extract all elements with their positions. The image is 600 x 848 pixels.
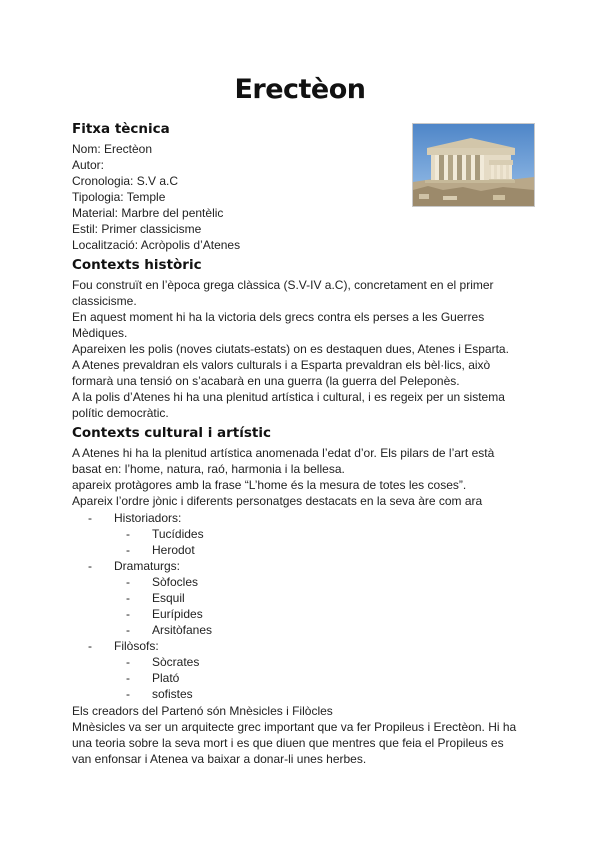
list-subitem [126, 670, 179, 686]
list-subitem-label: Herodot [152, 543, 195, 557]
list-dash: - [88, 639, 92, 653]
fitxa-line: Nom: Erectèon [72, 142, 153, 156]
heading-fitxa-tecnica: Fitxa tècnica [72, 121, 170, 137]
list-subitem [126, 654, 199, 670]
list-item-filosofs [88, 638, 159, 654]
cultural-after-line: una teoria sobre la seva mort i es que diuen que mentres que feia el Propileus es [72, 736, 504, 750]
cultural-after-line: Els creadors del Partenó són Mnèsicles i Filòcles [72, 704, 333, 718]
cultural-line: apareix protàgores amb la frase “L’home és la mesura de totes les coses”. [72, 478, 467, 492]
historic-line: A la polis d’Atenes hi ha una plenitud artística i cultural, i es regeix per un sistema [72, 390, 505, 404]
fitxa-line: Tipologia: Temple [72, 190, 166, 204]
historic-line: Mèdiques. [72, 326, 128, 340]
erechtheion-photo [412, 123, 535, 207]
list-subitem [126, 606, 203, 622]
cultural-after-line: Mnèsicles va ser un arquitecte grec important que va fer Propileus i Erectèon. Hi ha [72, 720, 517, 734]
list-dash: - [126, 591, 130, 605]
list-dash: - [126, 687, 130, 701]
historic-line: polític democràtic. [72, 406, 169, 420]
list-subitem-label: Plató [152, 671, 180, 685]
fitxa-line: Estil: Primer classicisme [72, 222, 202, 236]
list-subitem-label: Sòcrates [152, 655, 200, 669]
page-title: Erectèon [234, 74, 366, 105]
list-dash: - [126, 671, 130, 685]
cultural-line: A Atenes hi ha la plenitud artística anomenada l’edat d’or. Els pilars de l’art està [72, 446, 495, 460]
list-subitem [126, 686, 193, 702]
list-dash: - [88, 559, 92, 573]
list-subitem-label: Eurípides [152, 607, 203, 621]
list-item-historiadors [88, 510, 181, 526]
cultural-line: Apareix l’ordre jònic i diferents personatges destacats en la seva àre com ara [72, 494, 483, 508]
fitxa-line: Autor: [72, 158, 105, 172]
list-dash: - [126, 607, 130, 621]
list-dash: - [126, 655, 130, 669]
fitxa-line: Material: Marbre del pentèlic [72, 206, 224, 220]
heading-context-cultural: Contexts cultural i artístic [72, 425, 271, 441]
list-dash: - [88, 511, 92, 525]
historic-line: Fou construït en l’època grega clàssica (S.V-IV a.C), concretament en el primer [72, 278, 494, 292]
historic-line: Apareixen les polis (noves ciutats-estats) on es destaquen dues, Atenes i Esparta. [72, 342, 509, 356]
list-subitem [126, 574, 198, 590]
fitxa-line: Cronologia: S.V a.C [72, 174, 179, 188]
list-dash: - [126, 527, 130, 541]
list-item-label: Filòsofs: [114, 639, 159, 653]
heading-context-historic: Contexts històric [72, 257, 202, 273]
historic-line: classicisme. [72, 294, 137, 308]
list-subitem [126, 526, 204, 542]
list-subitem [126, 590, 185, 606]
list-subitem-label: Tucídides [152, 527, 204, 541]
list-dash: - [126, 623, 130, 637]
list-subitem-label: Esquil [152, 591, 185, 605]
list-dash: - [126, 575, 130, 589]
list-subitem [126, 622, 212, 638]
historic-line: formarà una tensió on s’acabarà en una guerra (la guerra del Peleponès. [72, 374, 460, 388]
list-subitem-label: sofistes [152, 687, 193, 701]
list-subitem-label: Arsitòfanes [152, 623, 213, 637]
list-item-dramaturgs [88, 558, 180, 574]
list-item-label: Historiadors: [114, 511, 182, 525]
cultural-line: basat en: l’home, natura, raó, harmonia i la bellesa. [72, 462, 345, 476]
cultural-after-line: van enfonsar i Atenea va baixar a donar-li unes herbes. [72, 752, 367, 766]
list-item-label: Dramaturgs: [114, 559, 181, 573]
list-dash: - [126, 543, 130, 557]
list-subitem [126, 542, 195, 558]
fitxa-line: Localització: Acròpolis d’Atenes [72, 238, 241, 252]
historic-line: En aquest moment hi ha la victoria dels grecs contra els perses a les Guerres [72, 310, 485, 324]
list-subitem-label: Sòfocles [152, 575, 199, 589]
historic-line: A Atenes prevaldran els valors culturals i a Esparta prevaldran els bèl·lics, això [72, 358, 491, 372]
